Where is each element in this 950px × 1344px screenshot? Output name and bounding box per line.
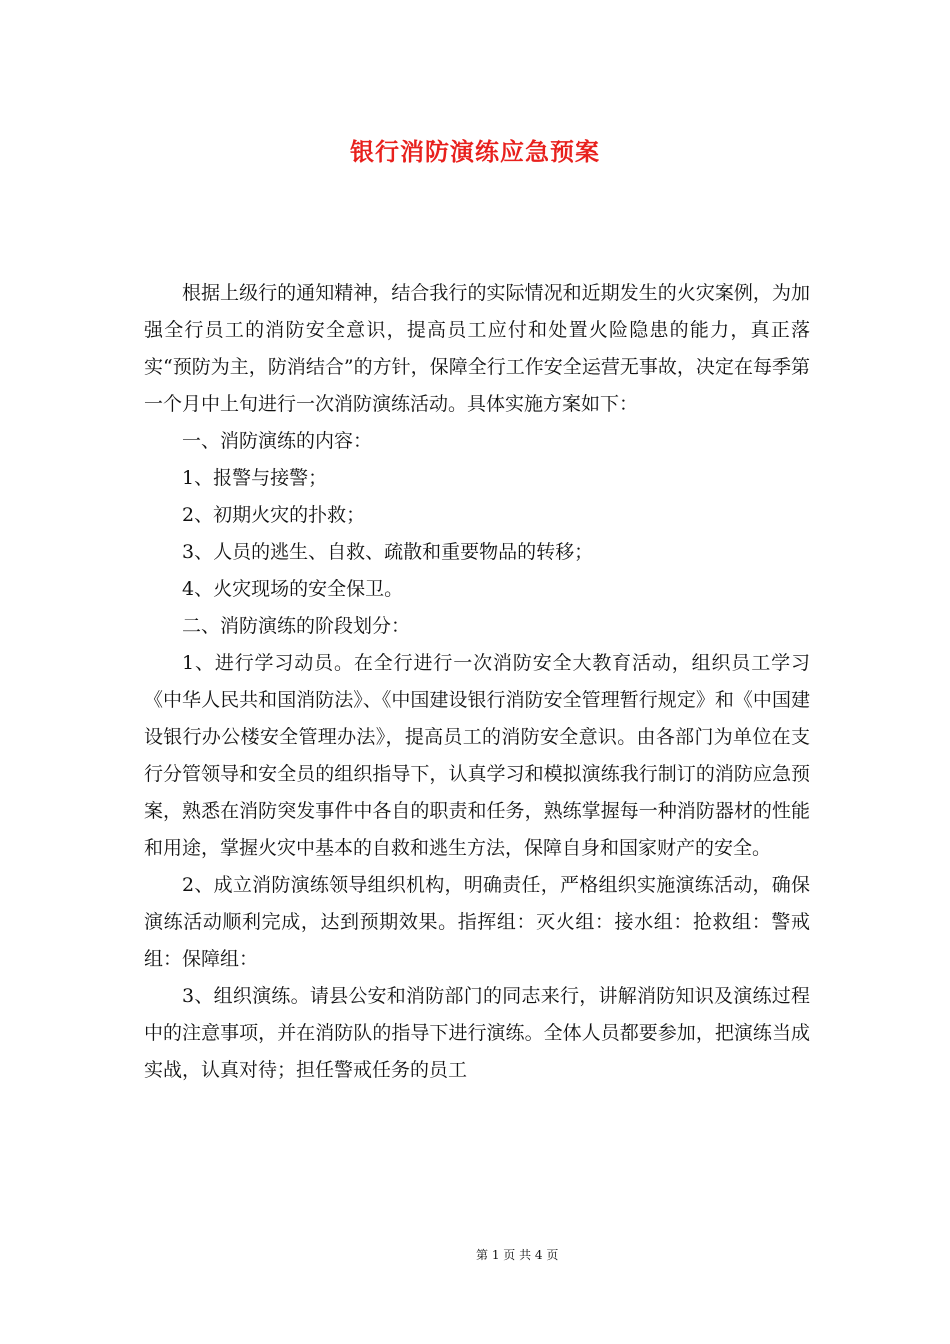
stage-paragraph: 3、组织演练。请县公安和消防部门的同志来行，讲解消防知识及演练过程中的注意事项，并在消防队的指导下进行演练。全体人员都要参加，把演练当成实战，认真对待；担任警戒任务的员工 (144, 985, 810, 1081)
list-item: 2、初期火灾的扑救； (182, 504, 366, 526)
list-item: 1、报警与接警； (182, 467, 328, 489)
stage-paragraph: 2、成立消防演练领导组织机构，明确责任，严格组织实施演练活动，确保演练活动顺利完成，达到预期效果。指挥组：灭火组：接水组：抢救组：警戒组：保障组： (144, 874, 810, 970)
list-item: 4、火灾现场的安全保卫。 (182, 578, 404, 600)
section-heading-content: 一、消防演练的内容： (182, 430, 373, 452)
list-item: 3、人员的逃生、自救、疏散和重要物品的转移； (182, 541, 594, 563)
intro-paragraph: 根据上级行的通知精神，结合我行的实际情况和近期发生的火灾案例，为加强全行员工的消防安全意识，提高员工应付和处置火险隐患的能力，真正落实“预防为主，防消结合”的方针，保障全行工作安全运营无事故，决定在每季第一个月中上旬进行一次消防演练活动。具体实施方案如下： (144, 282, 810, 415)
page-number: 第 1 页 共 4 页 (476, 1248, 559, 1262)
stage-paragraph: 1、进行学习动员。在全行进行一次消防安全大教育活动，组织员工学习《中华人民共和国消防法》、《中国建设银行消防安全管理暂行规定》和《中国建设银行办公楼安全管理办法》，提高员工的消防安全意识。由各部门为单位在支行分管领导和安全员的组织指导下，认真学习和模拟演练我行制订的消防应急预案，熟悉在消防突发事件中各自的职责和任务，熟练掌握每一种消防器材的性能和用途，掌握火灾中基本的自救和逃生方法，保障自身和国家财产的安全。 (144, 652, 810, 859)
document-body (144, 275, 810, 1089)
section-heading-stages: 二、消防演练的阶段划分： (182, 615, 411, 637)
document-title: 银行消防演练应急预案 (350, 137, 600, 166)
